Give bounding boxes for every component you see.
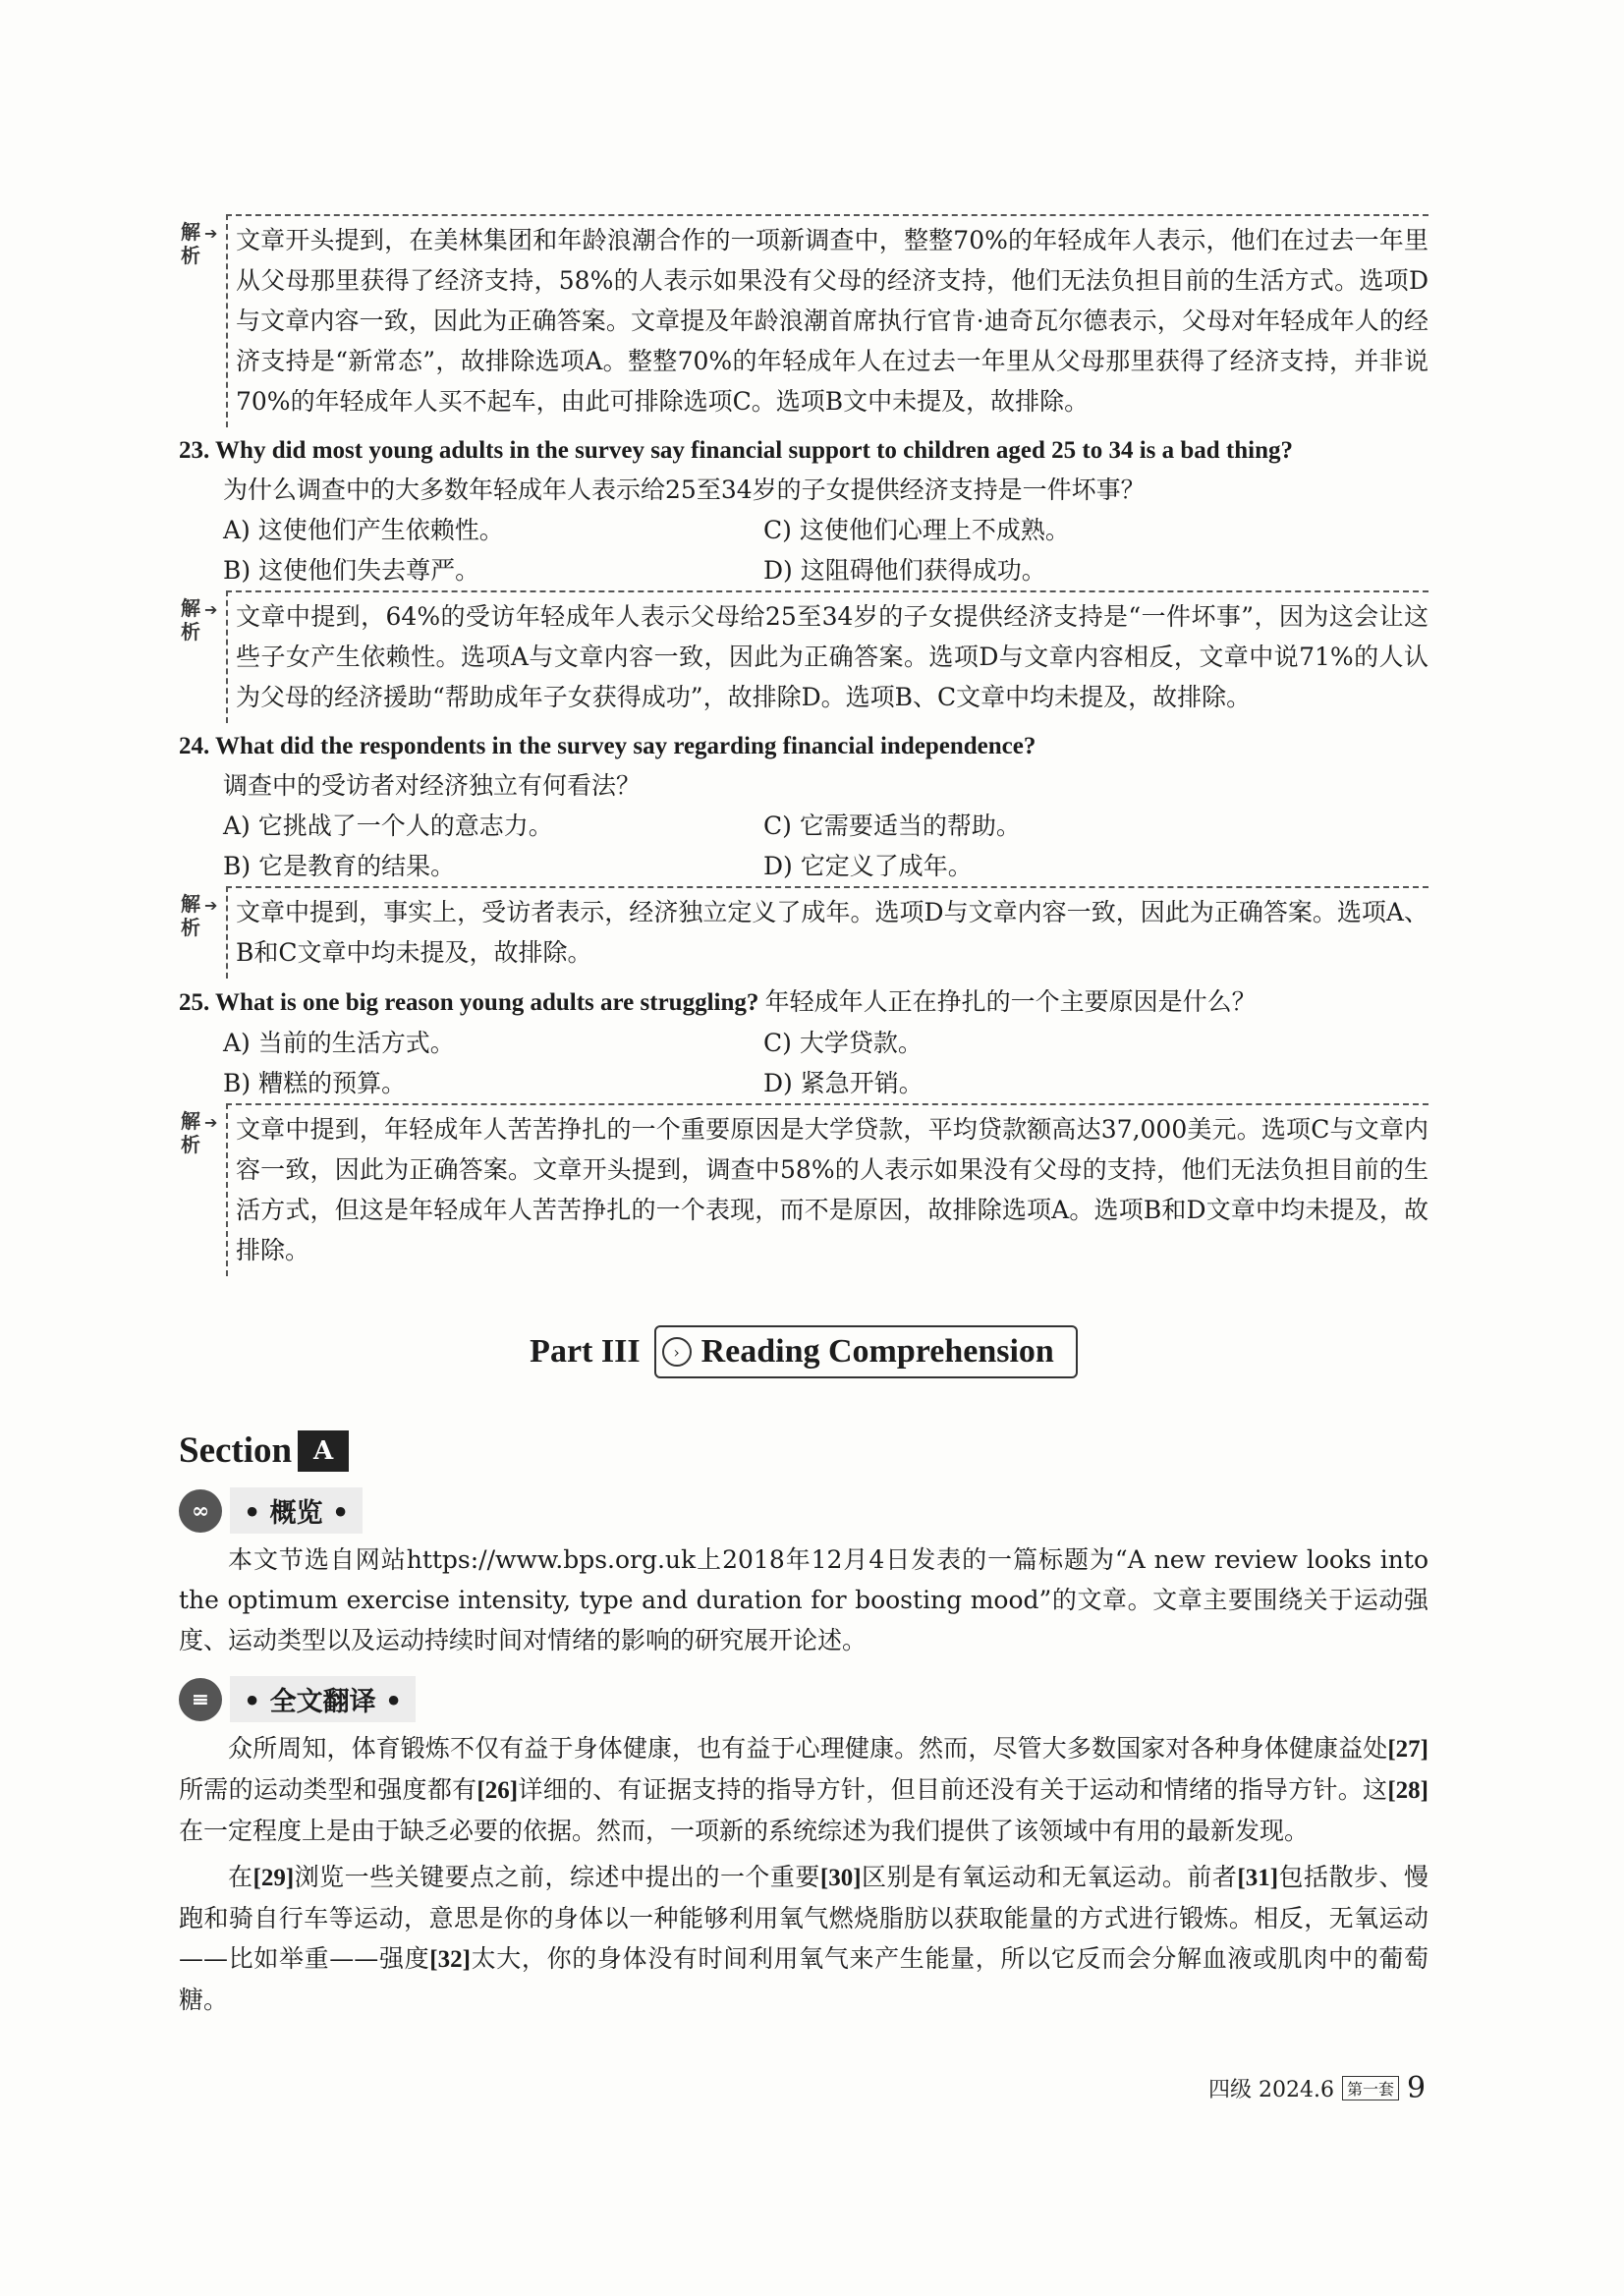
option-d: D) 这阻碍他们获得成功。 xyxy=(763,556,1046,585)
text: 太大，你的身体没有时间利用氧气来产生能量，所以它反而会分解血液或肌肉中的葡萄糖。 xyxy=(179,1944,1428,2014)
overview-title: • 概览 • xyxy=(230,1487,363,1534)
part-title: Reading Comprehension xyxy=(700,1333,1054,1370)
analysis-22 xyxy=(179,214,1428,427)
blank-29: [29] xyxy=(252,1865,295,1891)
overview-text: 本文节选自网站https://www.bps.org.uk上2018年12月4日发表的一篇标题为“A new review looks into the optimum exercise intensity, type and duration for boosting mood”的文章。文章主要围绕关于运动强度、运动类型以及运动持续时间对情绪的影响的研究展开论述。 xyxy=(179,1545,1428,1654)
blank-32: [32] xyxy=(429,1946,471,1973)
analysis-23 xyxy=(179,590,1428,723)
part-title-box xyxy=(654,1325,1078,1378)
text: 在一定程度上是由于缺乏必要的依据。然而，一项新的系统综述为我们提供了该领域中有用的最新发现。 xyxy=(179,1817,1310,1845)
exam-info: 四级 2024.6 xyxy=(1208,2078,1334,2102)
option-b: B) 糟糕的预算。 xyxy=(223,1069,407,1097)
analysis-label: 解析 xyxy=(181,596,200,644)
overview-heading xyxy=(179,1487,1428,1534)
analysis-text: 文章中提到，64%的受访年轻成年人表示父母给25至34岁的子女提供经济支持是“一件坏事”，因为这会让这些子女产生依赖性。选项A与文章内容一致，因此为正确答案。选项D与文章内容相反，文章中说71%的人认为父母的经济援助“帮助成年子女获得成功”，故排除D。选项B、C文章中均未提及，故排除。 xyxy=(226,590,1428,723)
analysis-label: 解析 xyxy=(181,1109,200,1156)
analysis-text: 文章开头提到，在美林集团和年龄浪潮合作的一项新调查中，整整70%的年轻成年人表示，他们在过去一年里从父母那里获得了经济支持，58%的人表示如果没有父母的经济支持，他们无法负担目前的生活方式。选项D与文章内容一致，因此为正确答案。文章提及年龄浪潮首席执行官肯·迪奇瓦尔德表示，父母对年轻成年人的经济支持是“新常态”，故排除选项A。整整70%的年轻成年人在过去一年里从父母那里获得了经济支持，并非说70%的年轻成年人买不起车，由此可排除选项C。选项B文中未提及，故排除。 xyxy=(226,214,1428,427)
options xyxy=(179,1023,1428,1103)
part-heading xyxy=(179,1325,1428,1384)
question-cn-inline: 年轻成年人正在挣扎的一个主要原因是什么？ xyxy=(764,987,1257,1016)
chevron-right-icon: › xyxy=(662,1337,692,1367)
option-d: D) 它定义了成年。 xyxy=(763,852,973,880)
question-24 xyxy=(179,727,1428,886)
question-25 xyxy=(179,982,1428,1103)
text: 众所周知，体育锻炼不仅有益于身体健康，也有益于心理健康。然而，尽管大多数国家对各种身体健康益处 xyxy=(228,1734,1388,1763)
translation-heading xyxy=(179,1676,1428,1722)
arrow-icon: ➔ xyxy=(204,1113,218,1132)
blank-27: [27] xyxy=(1387,1736,1428,1763)
option-a: A) 这使他们产生依赖性。 xyxy=(223,516,504,544)
text: 在 xyxy=(228,1863,253,1891)
analysis-24 xyxy=(179,886,1428,979)
option-c: C) 它需要适当的帮助。 xyxy=(763,812,1021,840)
analysis-label: 解析 xyxy=(181,892,200,939)
question-en: 24. What did the respondents in the survey say regarding financial independence? xyxy=(179,733,1036,759)
analysis-text: 文章中提到，事实上，受访者表示，经济独立定义了成年。选项D与文章内容一致，因此为正确答案。选项A、B和C文章中均未提及，故排除。 xyxy=(226,886,1428,979)
analysis-label: 解析 xyxy=(181,220,200,267)
option-c: C) 大学贷款。 xyxy=(763,1029,923,1057)
content xyxy=(179,214,1428,2020)
question-en xyxy=(179,982,1428,1023)
translation-paragraph-1 xyxy=(179,1728,1428,1851)
section-heading xyxy=(179,1429,1428,1472)
blank-30: [30] xyxy=(819,1865,862,1891)
blank-26: [26] xyxy=(476,1777,519,1804)
arrow-icon: ➔ xyxy=(204,896,218,915)
question-en: 23. Why did most young adults in the survey say financial support to children aged 25 to 34 is a bad thing? xyxy=(179,437,1294,464)
arrow-icon: ➔ xyxy=(204,600,218,619)
question-cn: 调查中的受访者对经济独立有何看法？ xyxy=(223,771,642,800)
text: 包括散步、慢跑和骑自行车等运动，意思是你的身体以一种能够利用氧气燃烧脂肪以获取能量的方式进行锻炼。相反，无氧运动——比如举重——强度 xyxy=(179,1863,1428,1973)
text: 浏览一些关键要点之前，综述中提出的一个重要 xyxy=(294,1863,820,1891)
blank-28: [28] xyxy=(1387,1777,1428,1804)
translation-paragraph-2 xyxy=(179,1857,1428,2020)
analysis-text: 文章中提到，年轻成年人苦苦挣扎的一个重要原因是大学贷款，平均贷款额高达37,000美元。选项C与文章内容一致，因此为正确答案。文章开头提到，调查中58%的人表示如果没有父母的支持，他们无法负担目前的生活方式，但这是年轻成年人苦苦挣扎的一个表现，而不是原因，故排除选项A。选项B和D文章中均未提及，故排除。 xyxy=(226,1103,1428,1276)
section-letter: A xyxy=(298,1430,349,1472)
question-en-text: 25. What is one big reason young adults are struggling? xyxy=(179,989,759,1016)
question-cn: 为什么调查中的大多数年轻成年人表示给25至34岁的子女提供经济支持是一件坏事？ xyxy=(223,476,1146,504)
option-d: D) 紧急开销。 xyxy=(763,1069,924,1097)
question-23 xyxy=(179,431,1428,590)
glasses-icon: ∞ xyxy=(179,1489,222,1533)
arrow-icon: ➔ xyxy=(204,224,218,243)
option-c: C) 这使他们心理上不成熟。 xyxy=(763,516,1070,544)
chat-bubble-icon: ≡ xyxy=(179,1678,222,1721)
option-a: A) 它挑战了一个人的意志力。 xyxy=(223,812,553,840)
page-footer xyxy=(1208,2071,1426,2105)
option-b: B) 这使他们失去尊严。 xyxy=(223,556,480,585)
part-label: Part III xyxy=(530,1333,641,1370)
text: 详细的、有证据支持的指导方针，但目前还没有关于运动和情绪的指导方针。这 xyxy=(518,1775,1388,1804)
set-tag: 第一套 xyxy=(1342,2076,1399,2100)
analysis-25 xyxy=(179,1103,1428,1276)
section-label: Section xyxy=(179,1430,293,1471)
option-a: A) 当前的生活方式。 xyxy=(223,1029,455,1057)
translation-title: • 全文翻译 • xyxy=(230,1676,416,1722)
text: 所需的运动类型和强度都有 xyxy=(179,1775,477,1804)
blank-31: [31] xyxy=(1237,1865,1279,1891)
text: 区别是有氧运动和无氧运动。前者 xyxy=(861,1863,1238,1891)
option-b: B) 它是教育的结果。 xyxy=(223,852,456,880)
options xyxy=(179,510,1428,590)
options xyxy=(179,806,1428,886)
page-number: 9 xyxy=(1407,2071,1427,2105)
